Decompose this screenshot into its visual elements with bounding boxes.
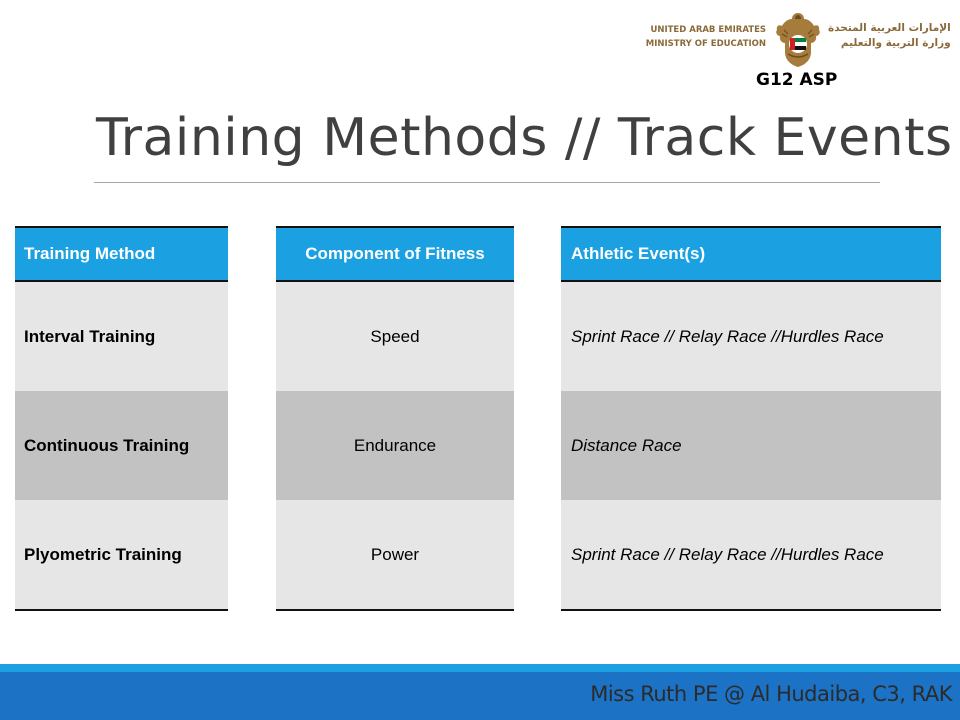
- table-bottom-border: [276, 609, 514, 611]
- table-bottom-border: [15, 609, 228, 611]
- training-method-cell: Interval Training: [15, 282, 228, 391]
- fitness-component-cell: Speed: [276, 282, 514, 391]
- training-method-table: [15, 226, 228, 611]
- athletic-event-cell: Sprint Race // Relay Race //Hurdles Race: [561, 282, 941, 391]
- title-divider: [94, 182, 880, 183]
- fitness-component-table: [276, 226, 514, 611]
- fitness-component-header: Component of Fitness: [276, 226, 514, 282]
- athletic-event-cell: Sprint Race // Relay Race //Hurdles Race: [561, 500, 941, 609]
- training-method-header: Training Method: [15, 226, 228, 282]
- training-method-cell: Continuous Training: [15, 391, 228, 500]
- training-method-cell: Plyometric Training: [15, 500, 228, 609]
- footer-accent-band: [0, 664, 960, 672]
- athletic-event-header: Athletic Event(s): [561, 226, 941, 282]
- fitness-component-cell: Power: [276, 500, 514, 609]
- org-english-line-1: UNITED ARAB EMIRATES: [650, 25, 766, 35]
- org-english-line-2: MINISTRY OF EDUCATION: [645, 39, 766, 49]
- table-bottom-border: [561, 609, 941, 611]
- org-arabic-line-2: وزارة التربية والتعليم: [840, 37, 951, 49]
- footer-bar: [0, 672, 960, 720]
- footer-credit: Miss Ruth PE @ Al Hudaiba, C3, RAK: [590, 682, 952, 706]
- ministry-name-english: [646, 23, 766, 51]
- athletic-event-table: [561, 226, 941, 611]
- org-arabic-line-1: الإمارات العربية المتحدة: [828, 22, 951, 34]
- grade-label: G12 ASP: [756, 70, 838, 90]
- athletic-event-cell: Distance Race: [561, 391, 941, 500]
- fitness-component-cell: Endurance: [276, 391, 514, 500]
- ministry-logo: [640, 10, 952, 70]
- uae-falcon-emblem-icon: [774, 10, 822, 68]
- slide-title: Training Methods // Track Events: [96, 108, 953, 168]
- ministry-name-arabic: [828, 21, 951, 51]
